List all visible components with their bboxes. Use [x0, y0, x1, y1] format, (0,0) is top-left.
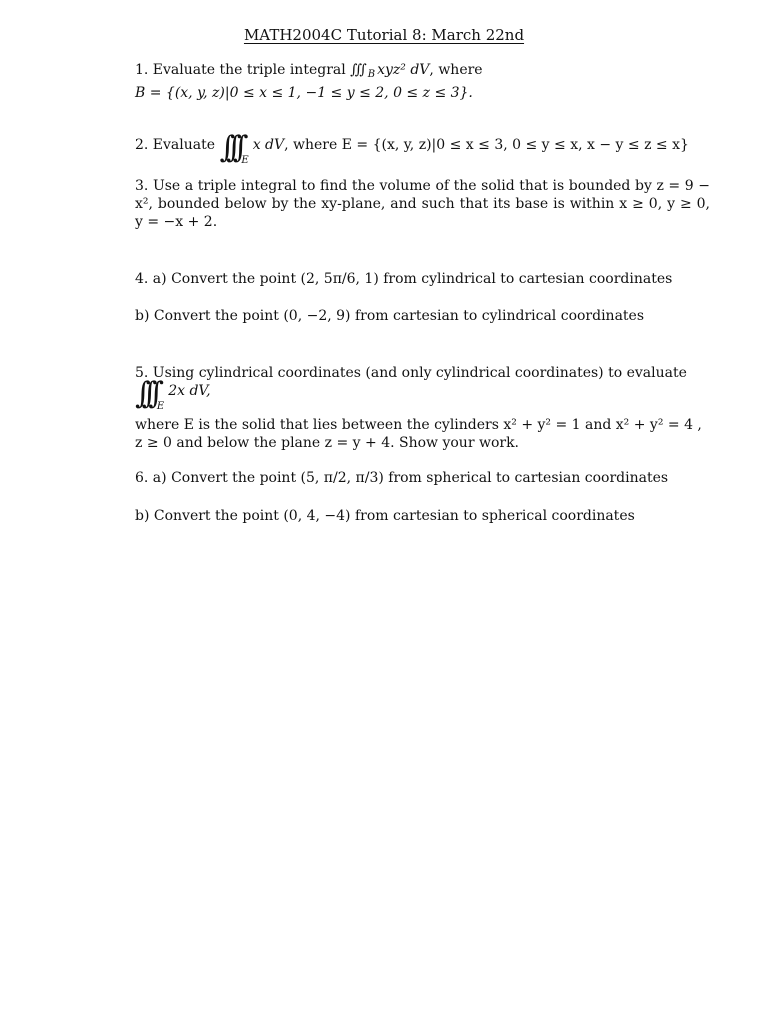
problem-2 [135, 130, 710, 170]
problem-4b [135, 307, 710, 325]
problem-1-tail: , where [429, 62, 483, 78]
problem-5-line-2: where E is the solid that lies between the cylinders x² + y² = 1 and x² + y² = 4 , [135, 417, 702, 433]
problem-3-text: 3. Use a triple integral to find the volume of the solid that is bounded by z = 9 − x², bounded below by the xy-plane, and such that its base is within x ≥ 0, y ≥ 0, y = −x + 2. [135, 178, 710, 230]
problem-1 [135, 61, 710, 102]
page-title [0, 26, 768, 44]
problem-6b [135, 507, 710, 525]
problem-2-integrand: x dV [252, 137, 285, 153]
problem-5-lead: 5. Using cylindrical coordinates (and only cylindrical coordinates) to evaluate [135, 365, 687, 381]
problem-6a [135, 469, 710, 487]
problem-5-line-3: z ≥ 0 and below the plane z = y + 4. Show your work. [135, 435, 520, 451]
problem-2-integral-sign: ∫∫∫ [219, 130, 240, 165]
problem-5-line-1 [135, 364, 710, 416]
problem-1-integral-sign: ∭ [350, 62, 364, 78]
problem-4a-text: 4. a) Convert the point (2, 5π/6, 1) from cylindrical to cartesian coordinates [135, 271, 673, 287]
problem-2-lead: 2. Evaluate [135, 137, 220, 153]
problem-5 [135, 364, 710, 452]
problem-5-integrand: 2x dV, [168, 383, 211, 399]
problem-6b-text: b) Convert the point (0, 4, −4) from cartesian to spherical coordinates [135, 508, 635, 524]
problem-6a-text: 6. a) Convert the point (5, π/2, π/3) from spherical to cartesian coordinates [135, 470, 669, 486]
problem-2-region: E [241, 155, 249, 166]
problem-1-region: B [367, 69, 376, 80]
problem-1-integrand: xyz² dV [377, 62, 430, 78]
problem-5-region: E [156, 401, 165, 412]
problem-5-integral-sign: ∫∫∫ [135, 376, 155, 411]
problem-1-line-1 [135, 61, 710, 84]
title-text: MATH2004C Tutorial 8: March 22nd [243, 26, 525, 44]
problem-3 [135, 177, 710, 231]
problem-1-line-2: B = {(x, y, z)|0 ≤ x ≤ 1, −1 ≤ y ≤ 2, 0 ≤ z ≤ 3}. [135, 85, 473, 101]
problem-2-tail: , where E = {(x, y, z)|0 ≤ x ≤ 3, 0 ≤ y ≤ x, x − y ≤ z ≤ x} [284, 137, 689, 153]
problem-4b-text: b) Convert the point (0, −2, 9) from cartesian to cylindrical coordinates [135, 308, 645, 324]
problem-1-lead: 1. Evaluate the triple integral [135, 62, 351, 78]
problem-4a [135, 270, 710, 288]
